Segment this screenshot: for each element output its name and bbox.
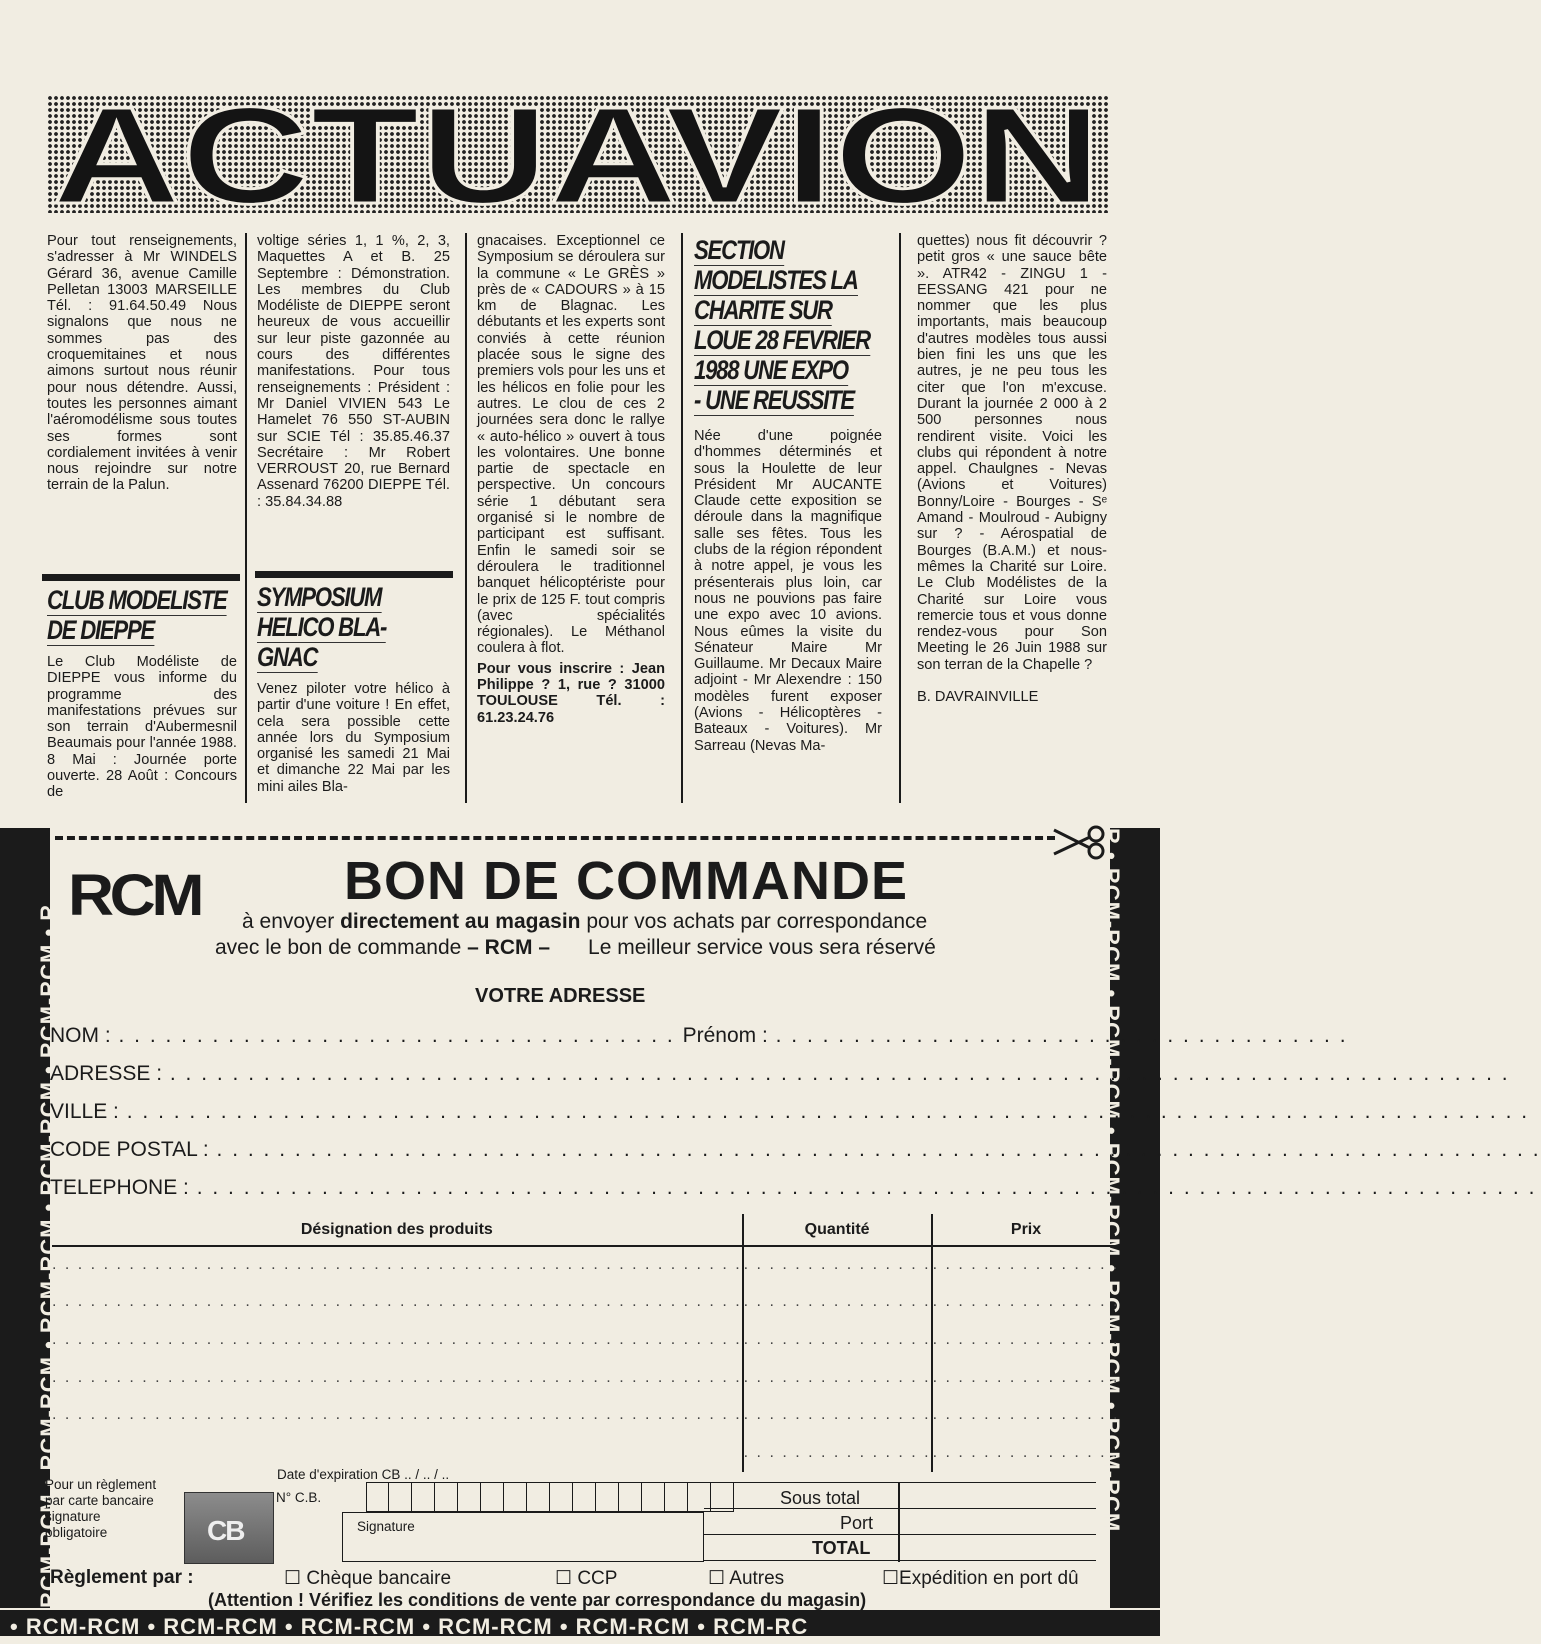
nom-field[interactable]: NOM : . . . . . . . . . . . . . . . . . . . . . . . . . . . . . . . . . . . . Prénom : . . . . . . . . . . . . . . . . . . . . . . . . . . . . . . . . . . . . . xyxy=(50,1024,1348,1047)
col-quantite: Quantité xyxy=(743,1214,932,1246)
heading-club-dieppe: CLUB MODELISTE DE DIEPPE xyxy=(47,585,227,645)
order-table-header xyxy=(52,1214,1120,1246)
article-text: gnacaises. Exceptionnel ce Symposium se déroulera sur la commune « Le GRÈS » près de « CADOURS » à 15 km de Blagnac. Les débutants et les experts sont conviés à cette réunion placée sous le signe des premiers vols pour les uns et les hélicos en folie pour les autres. Le clou de ces 2 journées sera donc le rallye « auto-hélico » ouvert à tous les volontaires. Une bonne partie de spectacle en perspective. Un concours série 1 débutant sera organisé si le nombre de participant est suffisant. Enfin le samedi soir se déroulera le traditionnel banquet hélicoptériste pour le prix de 125 F. tout compris (avec spécialités régionales). Le Méthanol coulera à flot. xyxy=(477,233,665,657)
cut-line xyxy=(55,836,1055,840)
option-cheque[interactable]: ☐ Chèque bancaire xyxy=(284,1568,452,1589)
article-col-1b xyxy=(47,586,237,801)
card-number-input[interactable] xyxy=(366,1482,734,1512)
payment-note: Pour un règlement par carte bancaire signature obligatoire xyxy=(45,1477,157,1540)
order-row[interactable]: . . . . . . . . . . . . . . . . . . . . . . . . . . . . . . . . . . . . . . . . . . . . . . . . . . . . . . . . . . . . . . . . . . . . . . . . . . . . . . . . . . . . xyxy=(52,1396,1120,1434)
order-row[interactable]: . . . . . . . . . . . . . . . . . . . . . . . . . . . . . . xyxy=(52,1434,1120,1472)
side-band-right: R • RCM-RCM • RCM-RCM • RCM-RCM • RCM-RCM • RCM-RCM xyxy=(1110,828,1160,1608)
form-subtitle-2: avec le bon de commande – RCM – Le meilleur service vous sera réservé xyxy=(215,936,936,959)
masthead-graphic xyxy=(47,79,1108,233)
article-col-4 xyxy=(694,236,882,754)
col-designation: Désignation des produits xyxy=(52,1214,743,1246)
adresse-field[interactable]: ADRESSE : . . . . . . . . . . . . . . . . . . . . . . . . . . . . . . . . . . . . . . . . . . . . . . . . . . . . . . . . . . . . . . . . . . . . . . . . . . . . . . . . . . . . . . xyxy=(50,1062,1510,1085)
article-col-3 xyxy=(477,233,665,726)
column-divider xyxy=(245,233,247,803)
card-number-label: N° C.B. xyxy=(276,1490,322,1505)
totals-box xyxy=(704,1482,1096,1562)
port-row xyxy=(704,1509,1096,1535)
masthead-title: ACTUAVION xyxy=(52,79,1102,233)
article-text: Pour tout renseignements, s'adresser à Mr WINDELS Gérard 36, avenue Camille Pelletan 13003 MARSEILLE Tél. : 91.64.50.49 Nous signalons que nous ne sommes pas des croquemitaines et nous aimons surtout nous réunir pour nous détendre. Aussi, toutes les personnes aimant l'aéromodélisme sous toutes ses formes sont cordialement invitées à venir nous rejoindre sur notre terrain de la Palun. xyxy=(47,233,237,494)
article-col-5 xyxy=(917,233,1107,705)
side-band-left: RCM-RCM • RCM-RCM • RCM-RCM • RCM-RCM • RCM-RCM • R xyxy=(0,828,50,1608)
totals-divider xyxy=(898,1482,900,1562)
signature-box[interactable] xyxy=(342,1512,704,1562)
article-col-2 xyxy=(257,233,450,510)
heading-section-modelistes: SECTION MODELISTES LA CHARITE SUR LOUE 28 FEVRIER 1988 UNE EXPO - UNE REUSSITE xyxy=(694,235,870,415)
sous-total-label: Sous total xyxy=(780,1488,861,1508)
port-label: Port xyxy=(840,1513,874,1533)
heading-symposium: SYMPOSIUM HELICO BLA- GNAC xyxy=(257,582,387,672)
article-text-bold: Pour vous inscrire : Jean Philippe ? 1, rue ? 31000 TOULOUSE Tél. : 61.23.24.76 xyxy=(477,660,665,726)
option-expedition[interactable]: ☐Expédition en port dû xyxy=(882,1568,1079,1589)
cb-card-logo: CB xyxy=(184,1492,274,1564)
article-text: Le Club Modéliste de DIEPPE vous informe du programme des manifestations prévues sur son terrain d'Aubermesnil Beaumais pour l'année 1988. 8 Mai : Journée porte ouverte. 28 Août : Concours de xyxy=(47,654,237,801)
sous-total-row xyxy=(704,1483,1096,1509)
form-title: BON DE COMMANDE xyxy=(344,851,908,911)
order-table xyxy=(52,1214,1120,1472)
order-row[interactable]: . . . . . . . . . . . . . . . . . . . . . . . . . . . . . . . . . . . . . . . . . . . . . . . . . . . . . . . . . . . . . . . . . . . . . . . . . . . . . . . . . . . . xyxy=(52,1284,1120,1322)
order-row[interactable]: . . . . . . . . . . . . . . . . . . . . . . . . . . . . . . . . . . . . . . . . . . . . . . . . . . . . . . . . . . . . . . . . . . . . . . . . . . . . . . . . . . . . xyxy=(52,1359,1120,1397)
code-postal-field[interactable]: CODE POSTAL : . . . . . . . . . . . . . . . . . . . . . . . . . . . . . . . . . . . . . . . . . . . . . . . . . . . . . . . . . . . . . . . . . . . . . . . . . . . . . . . . . . . . . xyxy=(50,1138,1541,1161)
ville-field[interactable]: VILLE : . . . . . . . . . . . . . . . . . . . . . . . . . . . . . . . . . . . . . . . . . . . . . . . . . . . . . . . . . . . . . . . . . . . . . . . . . . . . . . . . . . . . . . . . . . xyxy=(50,1100,1530,1123)
bottom-band: • RCM-RCM • RCM-RCM • RCM-RCM • RCM-RCM • RCM-RCM • RCM-RC xyxy=(0,1610,1160,1636)
signature-label: Signature xyxy=(357,1519,415,1534)
article-text: Née d'une poignée d'hommes déterminés et sous la Houlette de leur Président Mr AUCANTE Claude cette exposition se déroule dans la magnifique salle ses fêtes. Tous les clubs de la région répondent à notre appel, je vous les présenterais plus loin, car nous ne pouvions pas faire une expo avec 10 avions. Nous eûmes la visite du Sénateur Maire Mr Guillaume. Mr Decaux Maire adjoint - Mr Alexendre : 150 modèles furent exposer (Avions - Hélicoptères - Bateaux - Voitures). Mr Sarreau (Nevas Ma- xyxy=(694,428,882,754)
scissors-icon xyxy=(1050,824,1110,860)
attention-note: (Attention ! Vérifiez les conditions de vente par correspondance du magasin) xyxy=(208,1590,867,1610)
column-divider xyxy=(899,233,901,803)
article-text: quettes) nous fit découvrir ? petit gros « une sauce bête ». ATR42 - ZINGU 1 - EESSANG 421 pour ne nommer que les plus importants, mais beaucoup d'autres modèles tous aussi bien fini les uns que les autres, je ne peu tous les citer que l'on m'excuse. Durant la journée 2 000 à 2 500 personnes nous rendirent visite. Voici les clubs qui répondent à notre appel. Chaulgnes - Nevas (Avions et Voitures) Bonny/Loire - Bourges - Sᵉ Amand - Moulroud - Aubigny sur ? - Aérospatial de Bourges (B.A.M.) et nous-mêmes la Charité sur Loire. Le Club Modélistes de la Charité sur Loire vous remercie tous et vous donne rendez-vous pour Son Meeting le 26 Juin 1988 sur son terran de la Chapelle ? xyxy=(917,233,1107,673)
article-text: Venez piloter votre hélico à partir d'une voiture ! En effet, cela sera possible cette année lors du Symposium organisé les samedi 21 Mai et dimanche 22 Mai par les mini ailes Bla- xyxy=(257,681,450,795)
form-subtitle-1: à envoyer directement au magasin pour vos achats par correspondance xyxy=(242,910,928,933)
column-divider xyxy=(465,233,467,803)
masthead-banner xyxy=(47,79,1108,233)
total-label: TOTAL xyxy=(812,1538,871,1558)
order-row[interactable]: . . . . . . . . . . . . . . . . . . . . . . . . . . . . . . . . . . . . . . . . . . . . . . . . . . . . . . . . . . . . . . . . . . . . . . . . . . . . . . . . . . . . xyxy=(52,1246,1120,1284)
column-divider xyxy=(681,233,683,803)
option-ccp[interactable]: ☐ CCP xyxy=(555,1568,618,1589)
article-col-2b xyxy=(257,583,450,795)
col-prix: Prix xyxy=(932,1214,1120,1246)
divider-rule xyxy=(255,571,453,578)
expiry-label[interactable]: Date d'expiration CB .. / .. / .. xyxy=(277,1467,450,1482)
total-row xyxy=(704,1535,1096,1561)
prenom-label: Prénom : xyxy=(682,1024,768,1047)
rcm-logo: RCM xyxy=(68,863,201,928)
reglement-label: Règlement par : xyxy=(50,1567,194,1588)
divider-rule xyxy=(42,574,240,581)
article-signature: B. DAVRAINVILLE xyxy=(917,689,1039,706)
order-row[interactable]: . . . . . . . . . . . . . . . . . . . . . . . . . . . . . . . . . . . . . . . . . . . . . . . . . . . . . . . . . . . . . . . . . . . . . . . . . . . . . . . . . . . . xyxy=(52,1321,1120,1359)
article-text: voltige séries 1, 1 %, 2, 3, Maquettes A et B. 25 Septembre : Démonstration. Les membres du Club Modéliste de DIEPPE seront heureux de vous accueillir sur leur piste gazonnée au cours des différentes manifestations. Pour tous renseignements : Président : Mr Daniel VIVIEN 543 Le Hamelet 76 550 ST-AUBIN sur SCIE Tél : 35.85.46.37 Secrétaire : Mr Robert VERROUST 20, rue Bernard Assenard 76200 DIEPPE Tél. : 35.84.34.88 xyxy=(257,233,450,510)
article-col-1 xyxy=(47,233,237,494)
option-autres[interactable]: ☐ Autres xyxy=(708,1568,785,1589)
telephone-field[interactable]: TELEPHONE : . . . . . . . . . . . . . . . . . . . . . . . . . . . . . . . . . . . . . . . . . . . . . . . . . . . . . . . . . . . . . . . . . . . . . . . . . . . . . . . . . . . . . . xyxy=(50,1176,1537,1199)
address-title: VOTRE ADRESSE xyxy=(475,985,646,1007)
